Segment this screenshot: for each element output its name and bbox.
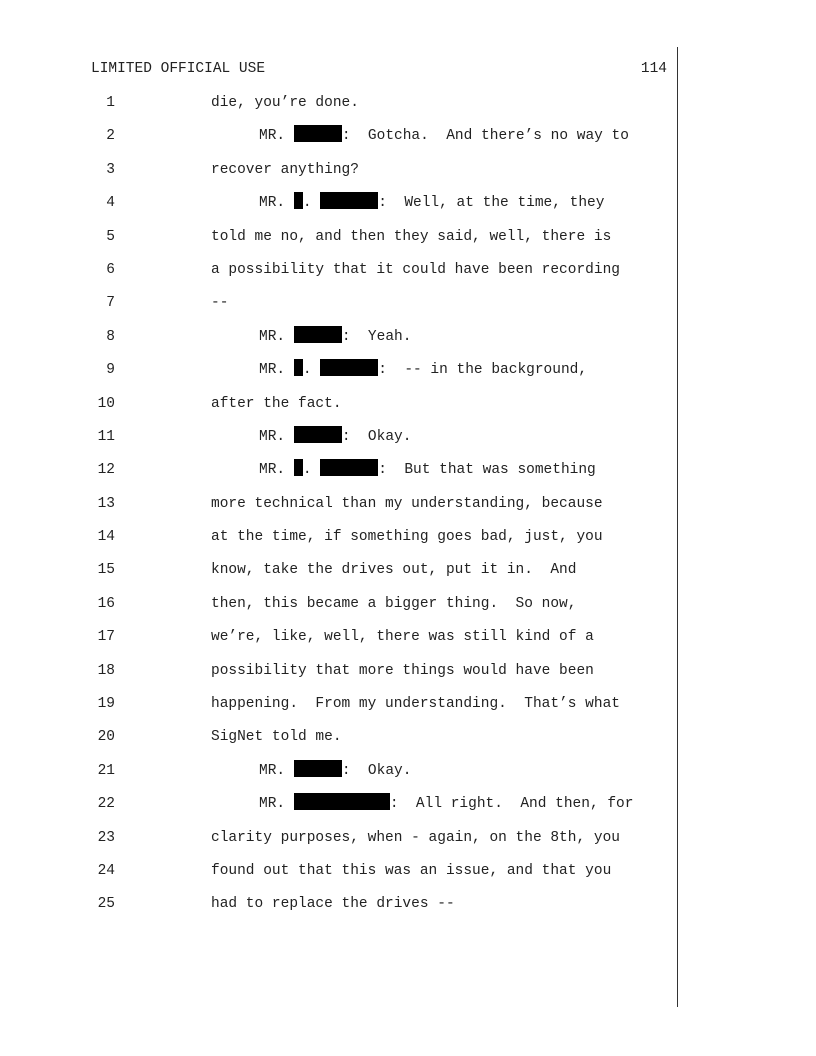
line-text-segment: then, this became a bigger thing. So now, [211,595,577,612]
line-number: 15 [97,562,115,579]
line-text-segment: : -- in the background, [378,362,588,379]
line-text [259,760,411,782]
redaction-box [294,459,303,476]
line-text [211,493,603,515]
speaker-prefix: MR. [259,428,294,445]
line-text-segment: : Well, at the time, they [378,195,605,212]
redaction-box [294,793,390,810]
transcript-line [0,693,676,726]
line-text-segment: : But that was something [378,462,596,479]
transcript-line [0,125,676,158]
speaker-prefix: MR. [259,328,294,345]
line-text-segment: : Okay. [341,762,412,779]
line-text-segment: clarity purposes, when - again, on the 8th, you [211,829,620,846]
transcript-line [0,393,676,426]
line-number: 17 [97,629,115,646]
line-text-segment: we’re, like, well, there was still kind of a [211,629,594,646]
speaker-prefix: MR. [259,762,294,779]
margin-rule [677,47,678,1007]
line-text-segment: . [302,362,321,379]
redaction-box [294,125,342,142]
transcript-line [0,459,676,492]
line-text [211,226,611,248]
line-text [211,827,620,849]
line-number: 13 [97,495,115,512]
line-text-segment: . [302,462,321,479]
speaker-prefix: MR. [259,796,294,813]
line-number: 2 [106,128,115,145]
line-number: 3 [106,161,115,178]
line-text [211,92,359,114]
transcript-line [0,660,676,693]
line-text [211,893,455,915]
speaker-prefix: MR. [259,362,294,379]
line-text [211,259,620,281]
line-text [259,793,633,815]
line-text-segment: possibility that more things would have been [211,662,594,679]
transcript-line [0,226,676,259]
transcript-line [0,760,676,793]
line-number: 18 [97,662,115,679]
line-number: 5 [106,228,115,245]
transcript-line [0,726,676,759]
transcript-line [0,860,676,893]
line-number: 9 [106,362,115,379]
line-number: 10 [97,395,115,412]
redaction-box [320,359,378,376]
line-number: 24 [97,862,115,879]
redaction-box [320,192,378,209]
line-text [259,359,587,381]
transcript-line [0,526,676,559]
line-text [259,192,604,214]
redaction-box [294,192,303,209]
line-text-segment: : Gotcha. And there’s no way to [341,128,629,145]
line-number: 21 [97,762,115,779]
redaction-box [294,326,342,343]
line-text [211,393,342,415]
transcript-line [0,593,676,626]
line-text-segment: happening. From my understanding. That’s what [211,696,620,713]
transcript-line [0,192,676,225]
line-text [211,660,594,682]
line-text-segment: had to replace the drives -- [211,896,455,913]
transcript-line [0,493,676,526]
speaker-prefix: MR. [259,195,294,212]
line-text-segment: : Okay. [341,428,412,445]
transcript-line [0,426,676,459]
transcript-line [0,893,676,926]
line-text [259,459,596,481]
redaction-box [294,760,342,777]
transcript-line [0,159,676,192]
redaction-box [294,426,342,443]
line-text-segment: : Yeah. [341,328,412,345]
line-text [259,426,411,448]
redaction-box [320,459,378,476]
line-text-segment: . [302,195,321,212]
line-text [211,159,359,181]
line-text-segment: SigNet told me. [211,729,342,746]
line-text [211,860,611,882]
line-text-segment: : All right. And then, for [389,796,634,813]
line-number: 8 [106,328,115,345]
transcript-line [0,626,676,659]
transcript-line [0,559,676,592]
line-number: 25 [97,896,115,913]
line-text [211,526,603,548]
line-number: 6 [106,261,115,278]
transcript-line [0,359,676,392]
speaker-prefix: MR. [259,462,294,479]
line-number: 22 [97,796,115,813]
line-text-segment: -- [211,295,229,312]
page-number: 114 [640,61,667,77]
line-number: 11 [97,428,115,445]
transcript-lines [0,92,676,927]
transcript-line [0,92,676,125]
transcript-line [0,793,676,826]
line-text [211,693,620,715]
transcript-line [0,827,676,860]
line-number: 1 [106,95,115,111]
transcript-line [0,259,676,292]
line-number: 14 [97,529,115,546]
line-text [211,726,342,748]
classification-header: LIMITED OFFICIAL USE [91,61,266,77]
line-text-segment: know, take the drives out, put it in. And [211,562,577,579]
line-number: 12 [97,462,115,479]
line-number: 20 [97,729,115,746]
redaction-box [294,359,303,376]
transcript-line [0,326,676,359]
line-number: 23 [97,829,115,846]
line-number: 16 [97,595,115,612]
line-text-segment: told me no, and then they said, well, there is [211,228,612,245]
line-text-segment: at the time, if something goes bad, just, you [211,529,603,546]
line-number: 4 [106,195,115,212]
line-text-segment: recover anything? [211,161,359,178]
line-text-segment: die, you’re done. [211,95,359,111]
line-text [211,292,228,314]
line-text [259,125,629,147]
line-number: 7 [106,295,115,312]
line-text-segment: a possibility that it could have been recording [211,261,620,278]
transcript-line [0,292,676,325]
line-text [259,326,411,348]
line-text-segment: more technical than my understanding, because [211,495,603,512]
line-text-segment: after the fact. [211,395,342,412]
line-number: 19 [97,696,115,713]
line-text-segment: found out that this was an issue, and that you [211,862,612,879]
line-text [211,626,594,648]
line-text [211,593,576,615]
line-text [211,559,576,581]
speaker-prefix: MR. [259,128,294,145]
